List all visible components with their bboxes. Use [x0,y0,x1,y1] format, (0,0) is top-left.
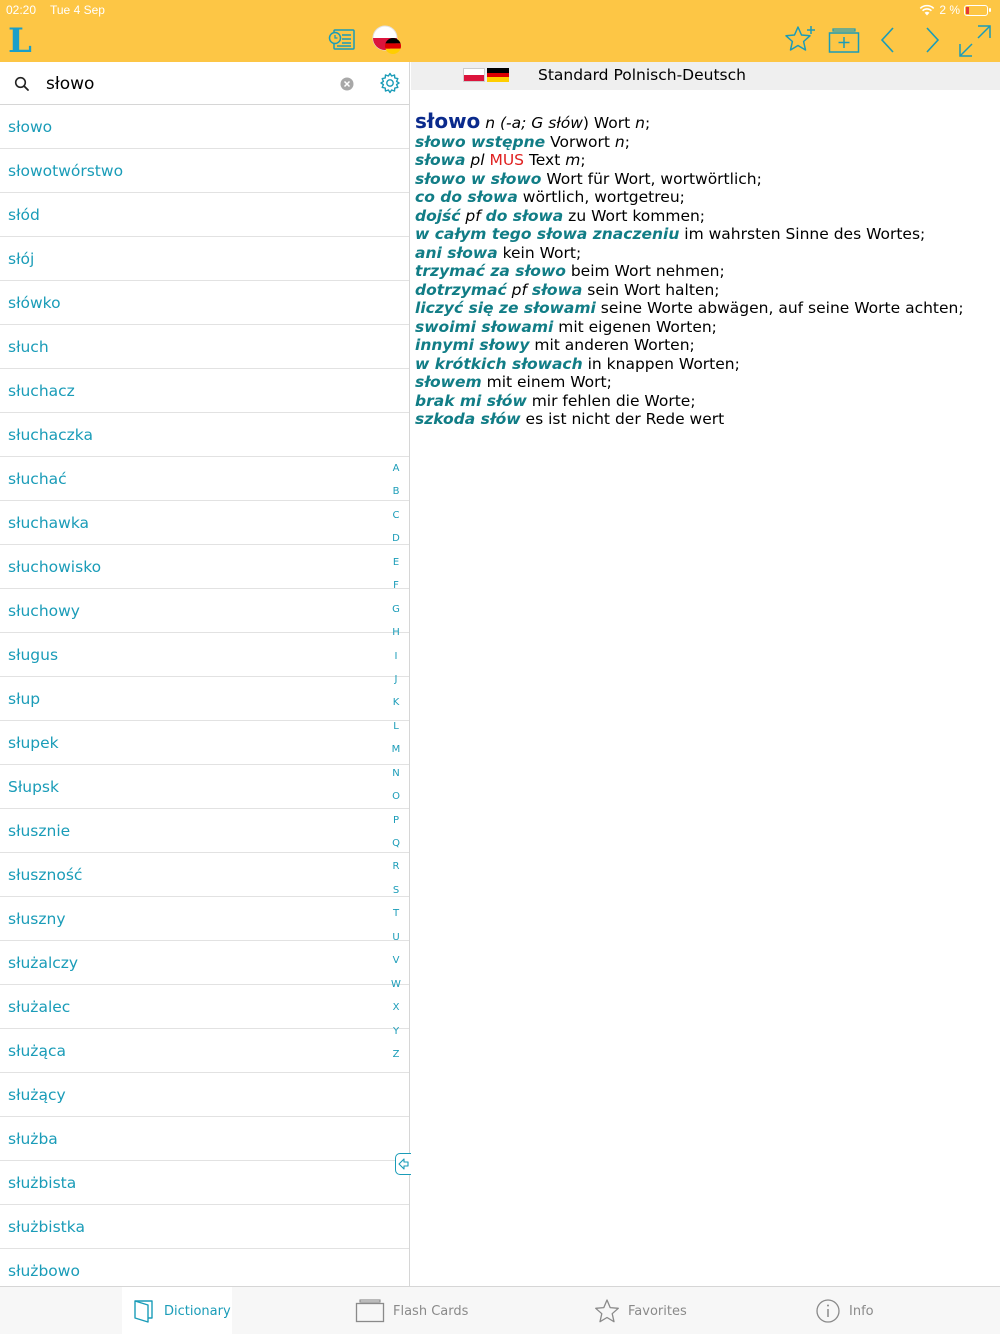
word-list-item[interactable]: słuchaczka [0,413,410,457]
word-list-item[interactable]: słowotwórstwo [0,149,410,193]
tab-dictionary[interactable] [122,1287,232,1334]
alphabet-index-letter[interactable]: F [393,580,399,592]
alphabet-index-letter[interactable]: J [394,673,398,685]
alphabet-index-letter[interactable]: L [393,720,399,732]
translation: mit einem Wort; [481,373,612,391]
phrase: do słowa [485,206,564,225]
head-translation: ) Wort [582,114,636,132]
head-gender: n [635,114,645,132]
book-icon [132,1298,156,1324]
word-list-item[interactable]: służąca [0,1029,410,1073]
phrase: liczyć się ze słowami [415,299,596,317]
phrase: dotrzymać [415,280,507,299]
entry-phrase-line [415,392,995,411]
translation: mir fehlen die Worte; [526,391,696,410]
bottom-tab-bar [0,1286,1000,1334]
translation: in knappen Worten; [582,354,740,373]
word-list-item[interactable]: sługus [0,633,410,677]
word-list-item[interactable]: słup [0,677,410,721]
battery-icon [964,5,988,16]
headword: słowo [415,109,481,133]
entry-phrase-line [415,336,995,355]
star-icon [594,1298,620,1324]
word-list-item[interactable]: służalczy [0,941,410,985]
phrase: brak mi słów [415,391,527,410]
word-list-item[interactable]: służba [0,1117,410,1161]
entry-phrase-line [415,170,995,189]
word-list-item[interactable]: słuszność [0,853,410,897]
entry-phrase-line [415,410,995,429]
nav-forward-icon[interactable] [922,24,942,56]
translation: Text [524,151,566,169]
phrase: ani słowa [415,243,498,262]
alphabet-index-letter[interactable]: A [392,463,400,474]
entry-head-line [415,109,995,133]
word-list-panel [0,62,410,1286]
translation: es ist nicht der Rede wert [520,410,725,428]
german-flag-icon [487,68,509,82]
dictionary-header [411,62,1000,90]
translation: zu Wort kommen; [563,206,706,225]
polish-flag-icon [463,68,485,82]
translation: wörtlich, wortgetreu; [517,188,685,206]
tab-favorites[interactable] [594,1287,687,1334]
word-list-item[interactable]: słusznie [0,809,410,853]
gender-label: m [565,151,581,169]
separator: ; [580,151,586,169]
grammar-label: pf [506,280,532,299]
tab-favorites-label: Favorites [628,1303,687,1319]
word-list-item[interactable]: służbista [0,1161,410,1205]
alphabet-index-letter[interactable]: P [392,814,400,826]
settings-gear-icon[interactable] [379,72,401,94]
search-icon [14,76,30,92]
translation: mit anderen Worten; [529,336,695,354]
usage-label: MUS [489,151,525,169]
phrase: słowa [415,151,466,169]
alphabet-index-letter[interactable]: Y [392,1025,400,1037]
word-list-item[interactable]: służbowo [0,1249,410,1286]
dictionary-entry [415,109,995,429]
tab-info[interactable] [815,1287,874,1334]
entry-phrase-line [415,318,995,337]
phrase: w krótkich słowach [415,354,583,373]
entry-phrase-line [415,262,995,281]
entry-phrase-line [415,225,995,244]
word-list-item[interactable]: służbistka [0,1205,410,1249]
alphabet-index-letter[interactable]: K [392,697,400,709]
translation: im wahrsten Sinne des Wortes; [679,225,926,243]
word-list-item[interactable]: słuchowisko [0,545,410,589]
language-flag-icon[interactable] [371,25,403,55]
entry-phrase-line [415,281,995,300]
head-genitive: G słów [531,114,583,132]
entry-phrase-line [415,207,995,226]
app-logo: L [8,21,32,61]
entry-phrase-line [415,151,995,170]
word-list-item[interactable]: słupek [0,721,410,765]
entry-panel [411,62,1000,1286]
translation: sein Wort halten; [582,280,720,299]
alphabet-index-letter[interactable]: O [392,791,400,803]
translation: seine Worte abwägen, auf seine Worte achten; [595,299,964,317]
alphabet-index[interactable] [388,457,404,1066]
tab-info-label: Info [849,1303,874,1319]
entry-phrase-line [415,188,995,207]
add-favorite-icon[interactable] [784,24,818,56]
entry-phrase-line [415,373,995,392]
word-list-item[interactable]: słuszny [0,897,410,941]
alphabet-index-letter[interactable]: M [391,744,401,756]
flashcards-icon [355,1299,385,1323]
translation: beim Wort nehmen; [565,262,725,280]
wifi-icon [919,4,935,16]
grammar-label: pl [465,151,490,169]
alphabet-index-letter[interactable]: D [392,533,400,545]
top-toolbar [0,0,1000,62]
tab-flashcards[interactable] [355,1287,468,1334]
alphabet-index-letter[interactable]: G [392,603,400,615]
tab-dictionary-label: Dictionary [164,1303,231,1319]
alphabet-index-letter[interactable]: Q [392,838,400,849]
info-icon [815,1298,841,1324]
phrase: dojść [415,206,461,225]
nav-back-icon[interactable] [878,24,898,56]
word-list-item[interactable]: służalec [0,985,410,1029]
tab-flashcards-label: Flash Cards [393,1303,469,1319]
status-indicators [919,2,988,18]
status-time: 02:20 [6,3,37,17]
phrase: w całym tego słowa znaczeniu [415,225,680,243]
battery-percent: 2 % [939,3,960,17]
alphabet-index-letter[interactable]: I [394,650,398,662]
search-bar [0,62,410,105]
alphabet-index-letter[interactable]: V [392,955,400,967]
word-list-item[interactable]: słód [0,193,410,237]
head-grammar: n (-a; [480,114,532,132]
word-list-item[interactable]: słuchać [0,457,410,501]
entry-phrase-line [415,355,995,374]
phrase: trzymać za słowo [415,262,566,280]
phrase: swoimi słowami [415,317,554,336]
status-date: Tue 4 Sep [50,3,105,17]
translation: Vorwort [545,132,615,151]
entry-phrase-line [415,244,995,263]
phrase: innymi słowy [415,336,530,354]
translation: kein Wort; [497,243,582,262]
translation: mit eigenen Worten; [553,317,717,336]
alphabet-index-letter[interactable]: R [392,861,400,873]
word-list-item[interactable]: słówko [0,281,410,325]
translation: Wort für Wort, wortwörtlich; [541,169,762,188]
separator: ; [624,132,630,151]
alphabet-index-letter[interactable]: S [392,884,400,896]
clear-search-icon[interactable] [340,77,354,91]
alphabet-index-letter[interactable]: T [392,908,400,920]
phrase: co do słowa [415,188,518,206]
entry-phrase-line [415,133,995,152]
grammar-label: pf [460,206,486,225]
phrase: słowa [531,280,583,299]
alphabet-index-letter[interactable]: C [392,509,400,521]
phrase: słowem [415,373,482,391]
alphabet-index-letter[interactable]: B [392,486,400,498]
phrase: słowo wstępne [415,132,546,151]
alphabet-index-letter[interactable]: E [392,556,400,568]
head-end: ; [644,114,651,132]
word-list [0,105,410,1286]
word-list-item[interactable]: słuchowy [0,589,410,633]
alphabet-index-letter[interactable]: Z [392,1048,400,1060]
history-icon[interactable] [328,28,356,52]
word-list-item[interactable]: służący [0,1073,410,1117]
word-list-item[interactable]: Słupsk [0,765,410,809]
search-input[interactable] [46,70,326,98]
phrase: szkoda słów [415,410,521,428]
word-list-item[interactable]: słuch [0,325,410,369]
word-list-item[interactable]: słuchawka [0,501,410,545]
word-list-item[interactable]: słój [0,237,410,281]
entry-phrase-line [415,299,995,318]
fullscreen-icon[interactable] [958,24,992,58]
word-list-item[interactable]: słowo [0,105,410,149]
alphabet-index-letter[interactable]: H [392,627,400,639]
alphabet-index-letter[interactable]: U [392,931,400,943]
gender-label: n [614,132,625,151]
dictionary-title: Standard Polnisch-Deutsch [538,66,746,84]
add-flashcard-icon[interactable] [828,28,860,54]
phrase: słowo w słowo [415,169,542,188]
word-list-item[interactable]: słuchacz [0,369,410,413]
alphabet-index-letter[interactable]: N [392,767,400,779]
alphabet-index-letter[interactable]: X [392,1002,400,1014]
alphabet-index-letter[interactable]: W [391,978,401,990]
